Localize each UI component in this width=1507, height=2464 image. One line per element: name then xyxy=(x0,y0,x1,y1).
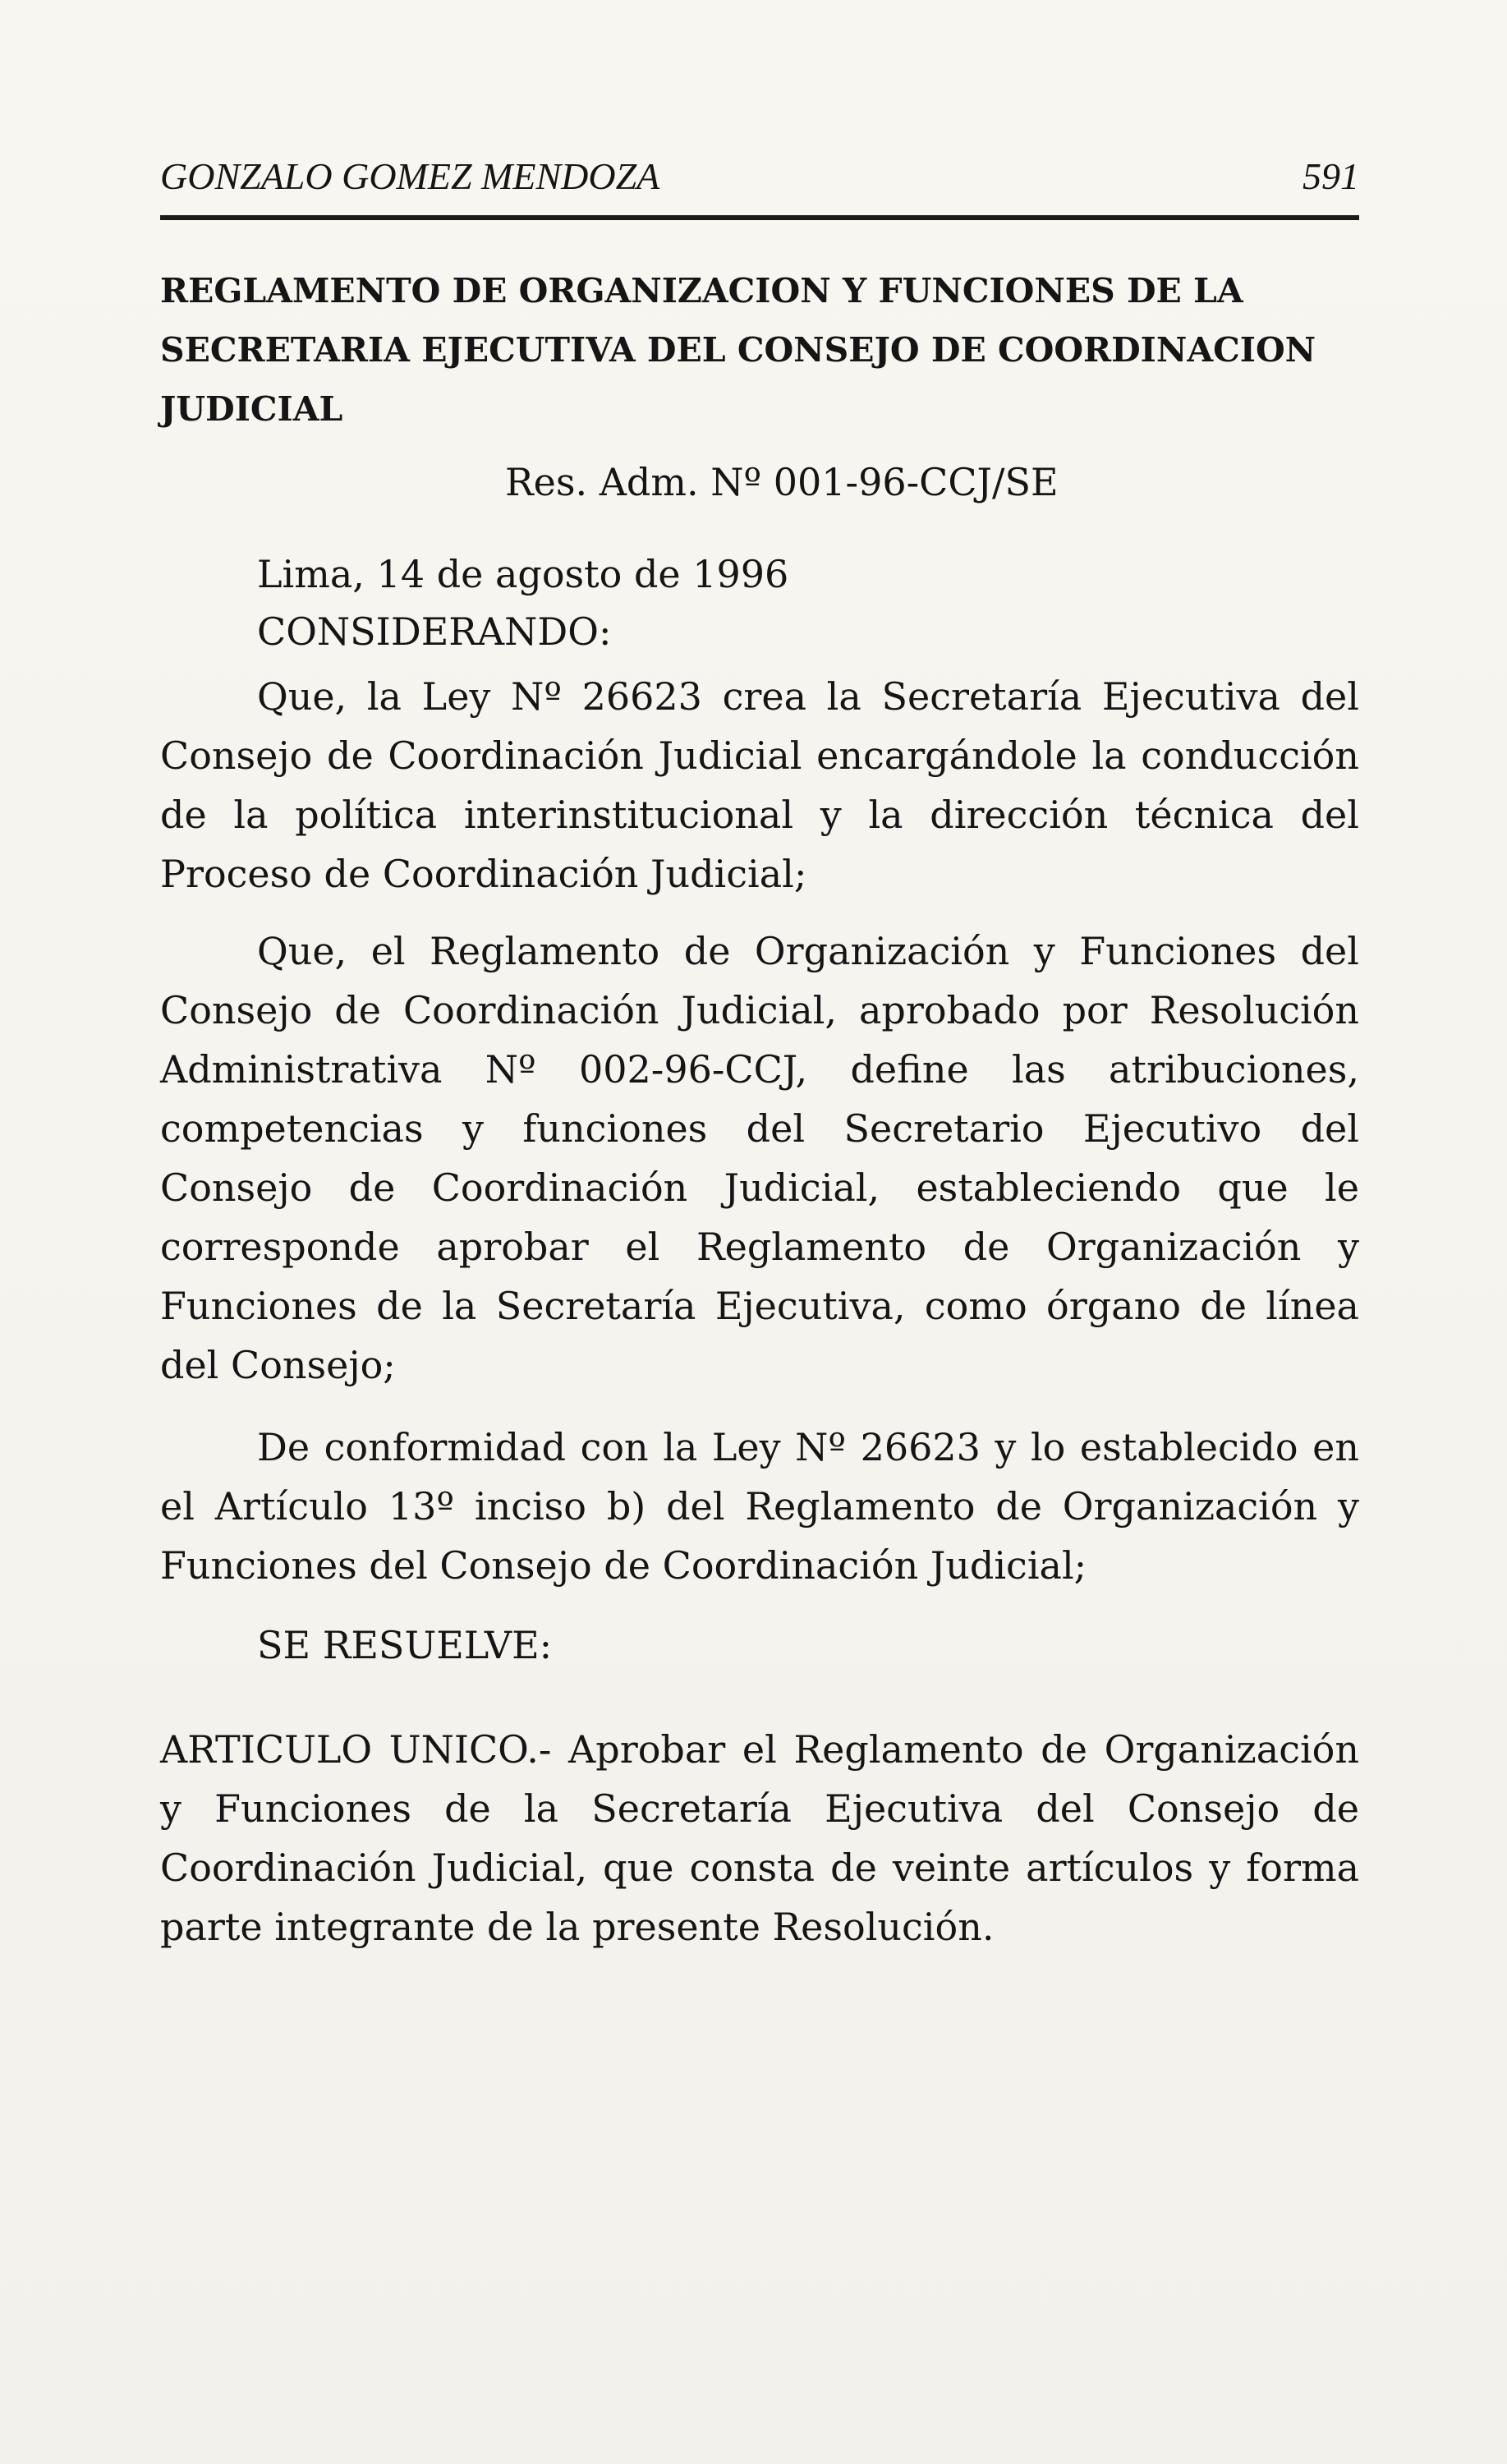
document-title: REGLAMENTO DE ORGANIZACION Y FUNCIONES DE LA SECRETARIA EJECUTIVA DEL CONSEJO DE COORDINACION JUDICIAL xyxy=(160,271,1316,429)
resolve-label: SE RESUELVE: xyxy=(257,1623,553,1667)
considering-paragraph-2: Que, el Reglamento de Organización y Funciones del Consejo de Coordinación Judicial, aprobado por Resolución Administrativa Nº 002-96-CCJ, define las atribuciones, competencias y funciones del Secretario Ejecutivo del Consejo de Coordinación Judicial, estableciendo que le corresponde aprobar el Reglamento de Organización y Funciones de la Secretaría Ejecutiva, como órgano de línea del Consejo; xyxy=(160,929,1359,1387)
article-unico: ARTICULO UNICO.- Aprobar el Reglamento de Organización y Funciones de la Secretaría Ejecutiva del Consejo de Coordinación Judicial, que consta de veinte artículos y forma parte integrante de la presente Resolución. xyxy=(160,1727,1359,1949)
resolution-number: Res. Adm. Nº 001-96-CCJ/SE xyxy=(505,460,1059,504)
considering-label: CONSIDERANDO: xyxy=(257,609,612,654)
document-body xyxy=(160,261,1359,1956)
page-number: 591 xyxy=(1303,155,1359,197)
running-header xyxy=(160,154,1359,205)
considering-paragraph-3: De conformidad con la Ley Nº 26623 y lo establecido en el Artículo 13º inciso b) del Reglamento de Organización y Funciones del Consejo de Coordinación Judicial; xyxy=(160,1425,1359,1588)
considering-paragraph-1: Que, la Ley Nº 26623 crea la Secretaría Ejecutiva del Consejo de Coordinación Judicial encargándole la conducción de la política interinstitucional y la dirección técnica del Proceso de Coordinación Judicial; xyxy=(160,674,1359,896)
running-header-author: GONZALO GOMEZ MENDOZA xyxy=(160,155,660,197)
header-rule xyxy=(160,215,1359,220)
place-date: Lima, 14 de agosto de 1996 xyxy=(257,552,789,596)
